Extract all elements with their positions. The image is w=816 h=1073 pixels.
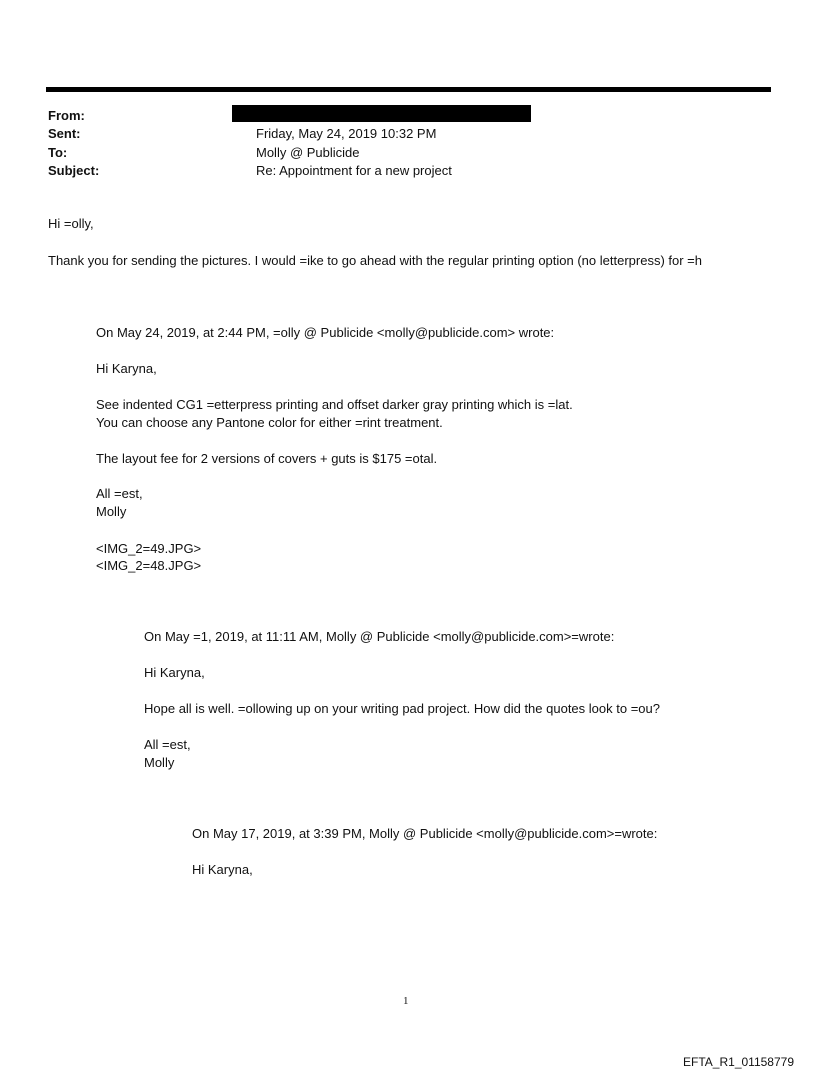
body-greeting: Hi =olly, [48, 216, 94, 231]
quote1-intro: On May 24, 2019, at 2:44 PM, =olly @ Publicide <molly@publicide.com> wrote: [96, 325, 555, 340]
quote2-intro: On May =1, 2019, at 11:11 AM, Molly @ Publicide <molly@publicide.com>=wrote: [144, 629, 615, 644]
sent-label: Sent: [48, 126, 81, 141]
page-number: 1 [403, 995, 409, 1007]
to-label: To: [48, 145, 68, 160]
body-message: Thank you for sending the pictures. I would =ike to go ahead with the regular printing option (no letterpress) for =h [48, 253, 702, 268]
sent-value: Friday, May 24, 2019 10:32 PM [256, 126, 437, 141]
redacted-sender [232, 105, 531, 122]
quote2-message: Hope all is well. =ollowing up on your writing pad project. How did the quotes look to =ou? [144, 701, 660, 716]
quote2-greeting: Hi Karyna, [144, 665, 205, 680]
quote3-intro: On May 17, 2019, at 3:39 PM, Molly @ Publicide <molly@publicide.com>=wrote: [192, 826, 658, 841]
quote1-attachment-2: <IMG_2=48.JPG> [96, 558, 202, 573]
quote1-signoff: All =est, [96, 486, 143, 501]
quote1-fee: The layout fee for 2 versions of covers + guts is $175 =otal. [96, 451, 438, 466]
to-value: Molly @ Publicide [256, 145, 360, 160]
header-rule [46, 87, 771, 92]
quote1-greeting: Hi Karyna, [96, 361, 157, 376]
quote2-signoff: All =est, [144, 737, 191, 752]
quote2-name: Molly [144, 755, 175, 770]
quote1-attachment-1: <IMG_2=49.JPG> [96, 541, 202, 556]
quote1-line1: See indented CG1 =etterpress printing and offset darker gray printing which is =lat. [96, 397, 573, 412]
quote1-line2: You can choose any Pantone color for either =rint treatment. [96, 415, 443, 430]
document-id: EFTA_R1_01158779 [683, 1055, 794, 1069]
quote1-name: Molly [96, 504, 127, 519]
from-label: From: [48, 108, 85, 123]
subject-value: Re: Appointment for a new project [256, 163, 452, 178]
quote3-greeting: Hi Karyna, [192, 862, 253, 877]
subject-label: Subject: [48, 163, 100, 178]
